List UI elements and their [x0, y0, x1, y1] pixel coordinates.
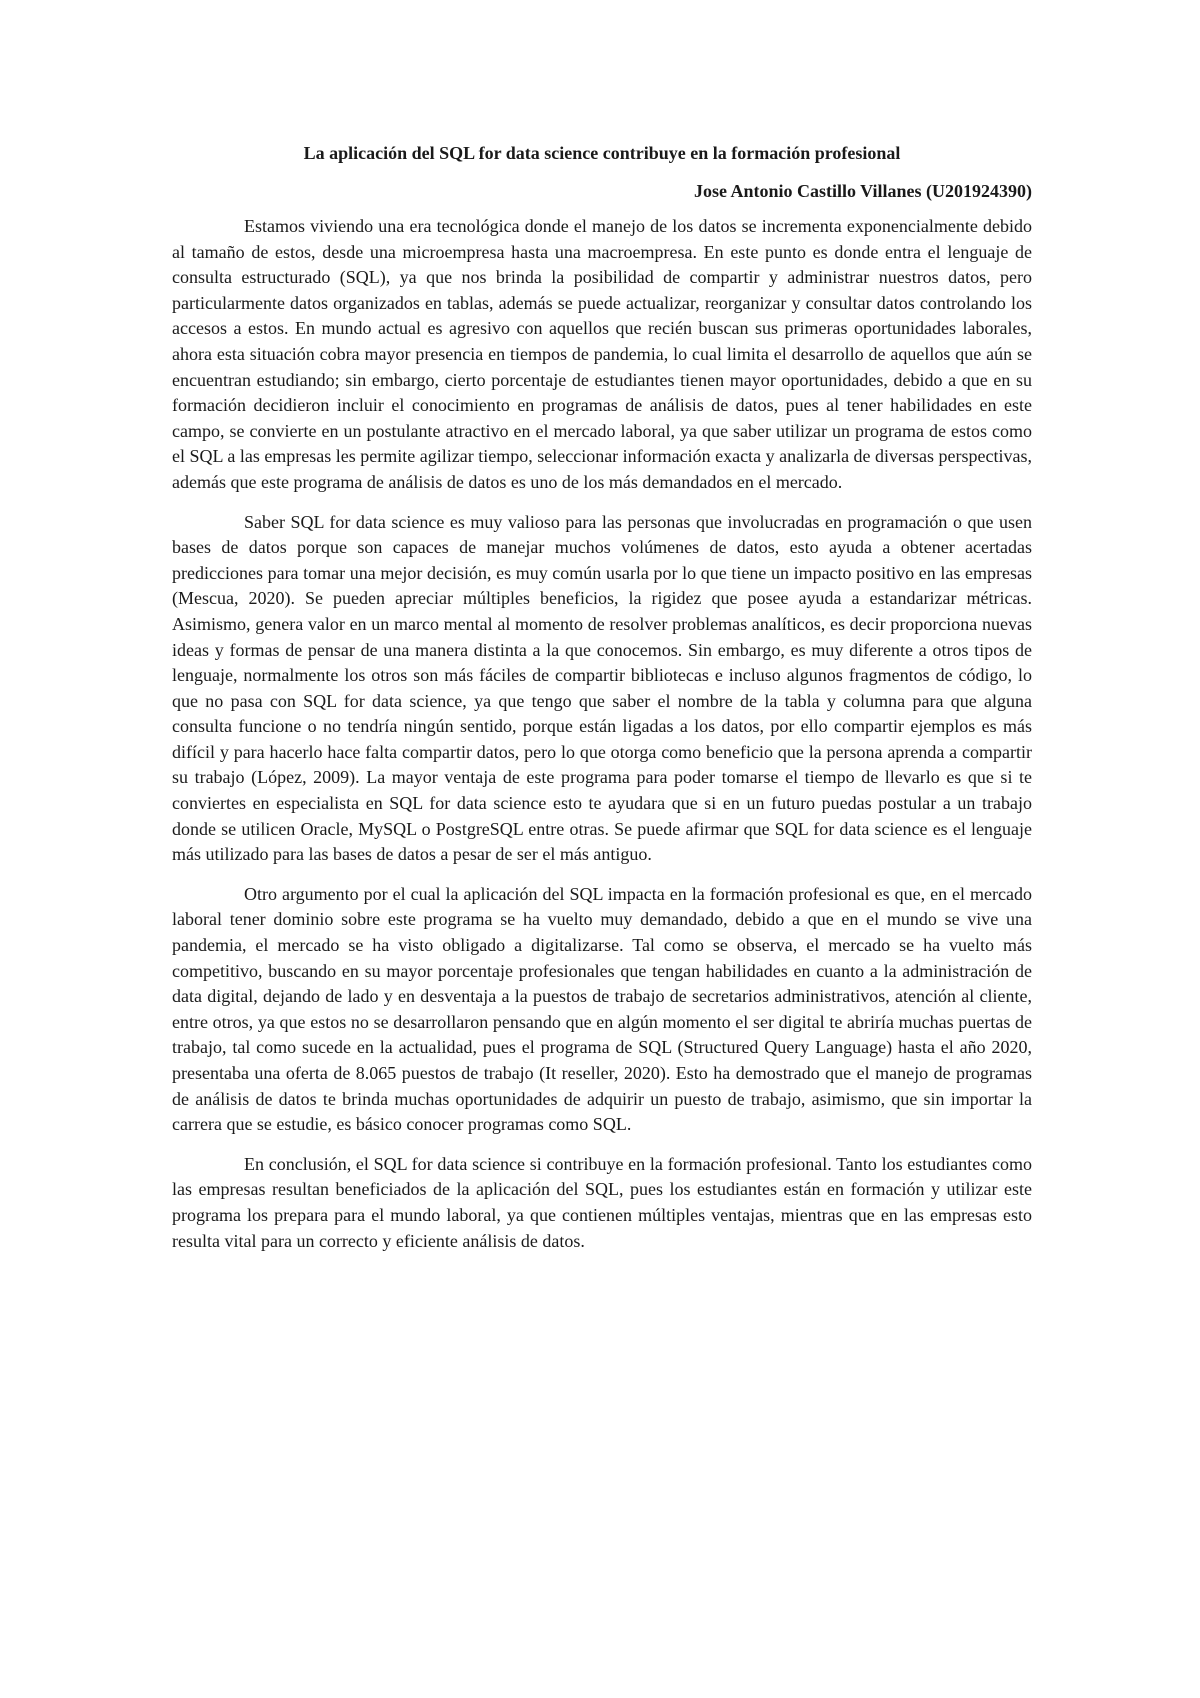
paragraph-labor-market: Otro argumento por el cual la aplicación del SQL impacta en la formación profesional es que, en el mercado laboral tener dominio sobre este programa se ha vuelto muy demandado, debido a que en el mundo se vive una pandemia, el mercado se ha visto obligado a digitalizarse. Tal como se observa, el mercado se ha vuelto más competitivo, buscando en su mayor porcentaje profesionales que tengan habilidades en cuanto a la administración de data digital, dejando de lado y en desventaja a la puestos de trabajo de secretarios administrativos, atención al cliente, entre otros, ya que estos no se desarrollaron pensando que en algún momento el ser digital te abriría muchas puertas de trabajo, tal como sucede en la actualidad, pues el programa de SQL (Structured Query Language) hasta el año 2020, presentaba una oferta de 8.065 puestos de trabajo (It reseller, 2020). Esto ha demostrado que el manejo de programas de análisis de datos te brinda muchas oportunidades de adquirir un puesto de trabajo, asimismo, que sin importar la carrera que se estudie, es básico conocer programas como SQL. [172, 883, 1032, 1135]
paragraph-introduction: Estamos viviendo una era tecnológica donde el manejo de los datos se incrementa exponencialmente debido al tamaño de estos, desde una microempresa hasta una macroempresa. En este punto es donde entra el lenguaje de consulta estructurado (SQL), ya que nos brinda la posibilidad de compartir y administrar nuestros datos, pero particularmente datos organizados en tablas, además se puede actualizar, reorganizar y consultar datos controlando los accesos a estos. En mundo actual es agresivo con aquellos que recién buscan sus primeras oportunidades laborales, ahora esta situación cobra mayor presencia en tiempos de pandemia, lo cual limita el desarrollo de aquellos que aún se encuentran estudiando; sin embargo, cierto porcentaje de estudiantes tienen mayor oportunidades, debido a que en su formación decidieron incluir el conocimiento en programas de análisis de datos, pues al tener habilidades en este campo, se convierte en un postulante atractivo en el mercado laboral, ya que saber utilizar un programa de estos como el SQL a las empresas les permite agilizar tiempo, seleccionar información exacta y analizarla de diversas perspectivas, además que este programa de análisis de datos es uno de los más demandados en el mercado. [172, 216, 1032, 492]
document-page [172, 140, 1032, 1268]
document-author: Jose Antonio Castillo Villanes (U201924390) [693, 181, 1032, 201]
document-title: La aplicación del SQL for data science contribuye en la formación profesional [303, 143, 901, 163]
paragraph-benefits: Saber SQL for data science es muy valioso para las personas que involucradas en programación o que usen bases de datos porque son capaces de manejar muchos volúmenes de datos, esto ayuda a obtener acertadas predicciones para tomar una mejor decisión, es muy común usarla por lo que tiene un impacto positivo en las empresas (Mescua, 2020). Se pueden apreciar múltiples beneficios, la rigidez que posee ayuda a estandarizar métricas. Asimismo, genera valor en un marco mental al momento de resolver problemas analíticos, es decir proporciona nuevas ideas y formas de pensar de una manera distinta a la que conocemos. Sin embargo, es muy diferente a otros tipos de lenguaje, normalmente los otros son más fáciles de compartir bibliotecas e incluso algunos fragmentos de código, lo que no pasa con SQL for data science, ya que tengo que saber el nombre de la tabla y columna para que alguna consulta funcione o no tendría ningún sentido, porque están ligadas a los datos, por ello compartir ejemplos es más difícil y para hacerlo hace falta compartir datos, pero lo que otorga como beneficio que la persona aprenda a compartir su trabajo (López, 2009). La mayor ventaja de este programa para poder tomarse el tiempo de llevarlo es que si te conviertes en especialista en SQL for data science esto te ayudara que si en un futuro puedas postular a un trabajo donde se utilicen Oracle, MySQL o PostgreSQL entre otras. Se puede afirmar que SQL for data science es el lenguaje más utilizado para las bases de datos a pesar de ser el más antiguo. [172, 511, 1032, 865]
document-body [172, 214, 1032, 1254]
paragraph-conclusion: En conclusión, el SQL for data science si contribuye en la formación profesional. Tanto los estudiantes como las empresas resultan beneficiados de la aplicación del SQL, pues los estudiantes están en formación y utilizar este programa los prepara para el mundo laboral, ya que contienen múltiples ventajas, mientras que en las empresas esto resulta vital para un correcto y eficiente análisis de datos. [172, 1153, 1032, 1251]
